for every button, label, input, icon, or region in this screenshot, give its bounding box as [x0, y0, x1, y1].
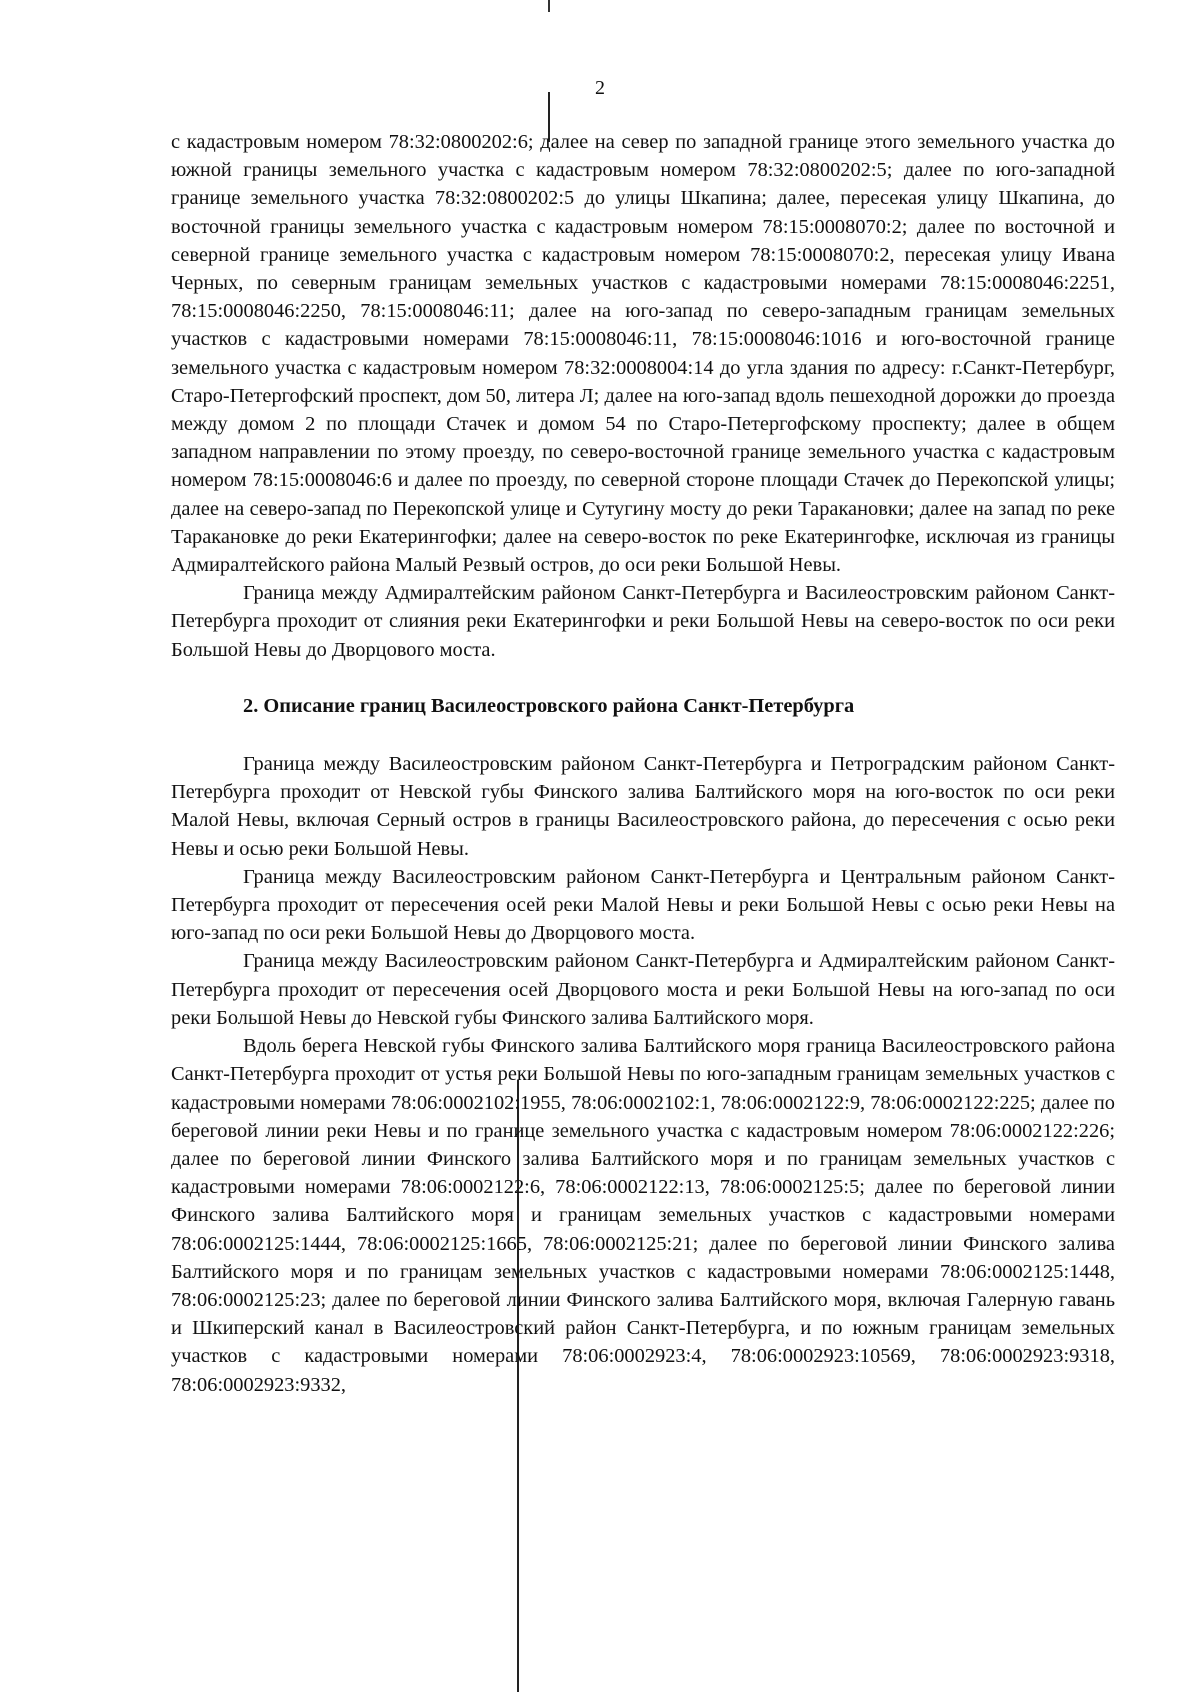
- paragraph: с кадастровым номером 78:32:0800202:6; далее на север по западной границе этого земельного участка до южной границы земельного участка с кадастровым номером 78:32:0800202:5; далее по юго-западной границе земельного участка 78:32:0800202:5 до улицы Шкапина; далее, пересекая улицу Шкапина, до восточной границы земельного участка с кадастровым номером 78:15:0008070:2; далее по восточной и северной границе земельного участка с кадастровым номером 78:15:0008070:2, пересекая улицу Ивана Черных, по северным границам земельных участков с кадастровыми номерами 78:15:0008046:2251, 78:15:0008046:2250, 78:15:0008046:11; далее на юго-запад по северо-западным границам земельных участков с кадастровыми номерами 78:15:0008046:11, 78:15:0008046:1016 и юго-восточной границе земельного участка с кадастровым номером 78:32:0008004:14 до угла здания по адресу: г.Санкт-Петербург, Старо-Петергофский проспект, дом 50, литера Л; далее на юго-запад вдоль пешеходной дорожки до проезда между домом 2 по площади Стачек и домом 54 по Старо-Петергофскому проспекту; далее в общем западном направлении по этому проезду, по северо-восточной границе земельного участка с кадастровым номером 78:15:0008046:6 и далее по проезду, по северной стороне площади Стачек до Перекопской улицы; далее на северо-запад по Перекопской улице и Сутугину мосту до реки Таракановки; далее на запад по реке Таракановке до реки Екатерингофки; далее на северо-восток по реке Екатерингофке, исключая из границы Адмиралтейского района Малый Резвый остров, до оси реки Большой Невы.: [171, 131, 1115, 577]
- scan-mark: [548, 0, 550, 12]
- paragraph: Граница между Василеостровским районом Санкт-Петербурга и Петроградским районом Санкт-Петербурга проходит от Невской губы Финского залива Балтийского моря на юго-восток по оси реки Малой Невы, включая Серный остров в границы Василеостровского района, до пересечения с осью реки Невы и осью реки Большой Невы.: [171, 753, 1115, 860]
- paragraph: Граница между Адмиралтейским районом Санкт-Петербурга и Василеостровским районом Санкт-Петербурга проходит от слияния реки Екатерингофки и реки Большой Невы на северо-восток по оси реки Большой Невы до Дворцового моста.: [171, 582, 1115, 661]
- paragraph: Граница между Василеостровским районом Санкт-Петербурга и Адмиралтейским районом Санкт-Петербурга проходит от пересечения осей Дворцового моста и реки Большой Невы на юго-запад по оси реки Большой Невы до Невской губы Финского залива Балтийского моря.: [171, 950, 1115, 1029]
- section-heading: 2. Описание границ Василеостровского района Санкт-Петербурга: [243, 694, 855, 717]
- page-number: 2: [595, 77, 605, 99]
- paragraph: Граница между Василеостровским районом Санкт-Петербурга и Центральным районом Санкт-Петербурга проходит от пересечения осей реки Малой Невы и реки Большой Невы с осью реки Невы на юго-запад по оси реки Большой Невы до Дворцового моста.: [171, 865, 1115, 945]
- paragraph: Вдоль берега Невской губы Финского залива Балтийского моря граница Василеостровского района Санкт-Петербурга проходит от устья реки Большой Невы по юго-западным границам земельных участков с кадастровыми номерами 78:06:0002102:1955, 78:06:0002102:1, 78:06:0002122:9, 78:06:0002122:225; далее по береговой линии реки Невы и по границе земельного участка с кадастровым номером 78:06:0002122:226; далее по береговой линии Финского залива Балтийского моря и по границам земельных участков с кадастровыми номерами 78:06:0002122:6, 78:06:0002122:13, 78:06:0002125:5; далее по береговой линии Финского залива Балтийского моря и границам земельных участков с кадастровыми номерами 78:06:0002125:1444, 78:06:0002125:1665, 78:06:0002125:21; далее по береговой линии Финского залива Балтийского моря и по границам земельных участков с кадастровыми номерами 78:06:0002125:1448, 78:06:0002125:23; далее по береговой линии Финского залива Балтийского моря, включая Галерную гавань и Шкиперский канал в Василеостровский район Санкт-Петербурга, и по южным границам земельных участков с кадастровыми номерами 78:06:0002923:4, 78:06:0002923:10569, 78:06:0002923:9318, 78:06:0002923:9332,: [171, 1035, 1115, 1396]
- document-body: [171, 128, 1115, 1399]
